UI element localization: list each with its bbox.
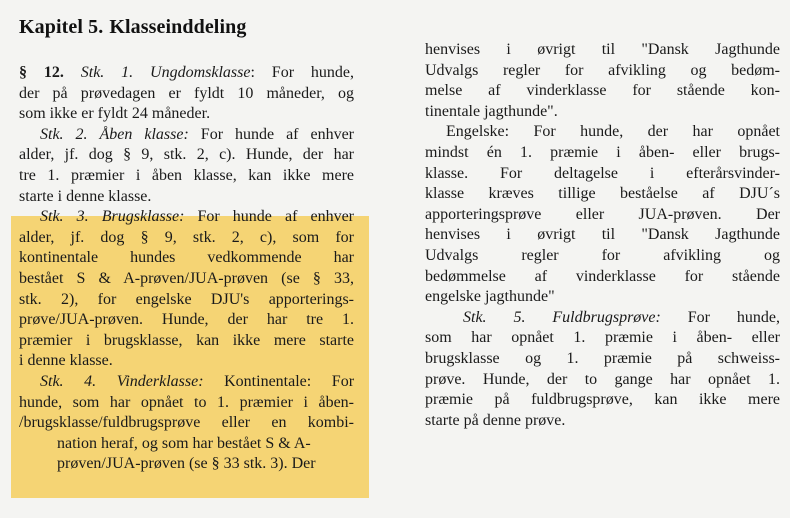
text-run: Stk. 4. (40, 372, 97, 390)
left-column-line (19, 351, 354, 372)
left-column-line (19, 454, 354, 475)
right-column-line (425, 102, 780, 123)
text-run: hunde, som har opnået to 1. præmier i åben- (19, 393, 354, 411)
text-run: starte i denne klasse. (19, 187, 152, 205)
text-run: Engelske: For hunde, der har opnået (446, 123, 780, 141)
text-run: Vinderklasse: (116, 372, 204, 390)
right-column-line (425, 122, 780, 143)
left-column-line (19, 372, 354, 393)
text-run (96, 373, 117, 390)
text-run: prøve/JUA-prøven. Hunde, der har tre 1. (19, 311, 354, 329)
right-column-line (425, 164, 780, 185)
text-run (64, 64, 81, 81)
text-run: Kontinentale: For (203, 372, 355, 390)
text-run: som ikke er fyldt 24 måneder. (19, 105, 211, 123)
text-run: kontinentale hundes vedkommende har (19, 249, 354, 267)
text-run: alder, jf. dog § 9, stk. 2, c), som for (19, 228, 354, 246)
text-run: præmie på fuldbrugsprøve, kan ikke mere (425, 391, 780, 409)
chapter-number: Kapitel 5. (19, 16, 104, 38)
text-run (133, 64, 150, 81)
right-column-line (425, 411, 780, 432)
text-run: : For hunde, (250, 64, 355, 81)
chapter-title: Klasseinddeling (109, 16, 247, 38)
right-column-line (425, 184, 780, 205)
left-column-line (19, 413, 354, 434)
left-column-line (19, 104, 354, 125)
text-run: klasse. For deltagelse i efterårsvinder- (425, 164, 780, 182)
left-text-column (19, 63, 354, 475)
text-run: nation heraf, og som har bestået S & A- (57, 434, 311, 452)
left-column-line (19, 434, 354, 455)
text-run: alder, jf. dog § 9, stk. 2, c). Hunde, der har (19, 146, 354, 164)
text-run (525, 309, 552, 326)
left-column-line (19, 63, 354, 84)
left-column-line (19, 207, 354, 228)
text-run: For hunde af enhver (188, 125, 355, 143)
right-column-line (425, 267, 780, 288)
text-run: mindst én 1. præmie i åben- eller brugs- (425, 143, 780, 161)
right-column-line (425, 370, 780, 391)
text-run: bestået S & A-prøven/JUA-prøven (se § 33, (19, 269, 354, 287)
text-run: tinentale jagthunde". (425, 102, 558, 120)
right-column-line (425, 246, 780, 267)
right-text-column (425, 40, 780, 431)
text-run: prøven/JUA-prøven (se § 33 stk. 3). Der (57, 455, 316, 473)
text-run: bedømmelse af vinderklasse for stående (425, 267, 780, 285)
left-column-line (19, 248, 354, 269)
right-column-line (425, 205, 780, 226)
left-column-line (19, 84, 354, 105)
right-column-line (425, 287, 780, 308)
right-column-line (425, 349, 780, 370)
text-run: præmier i brugsklasse, kan ikke mere starte (19, 331, 354, 349)
text-run: Stk. 1. (80, 64, 134, 81)
text-run: § 12. (19, 64, 64, 81)
text-run: der på prøvedagen er fyldt 10 måneder, og (19, 84, 354, 102)
text-run: i denne klasse. (19, 352, 113, 370)
text-run: Fuldbrugsprøve: (552, 308, 661, 326)
left-column-line (19, 393, 354, 414)
left-column-line (19, 125, 354, 146)
text-run: Stk. 3. (40, 208, 89, 226)
left-column-line (19, 310, 354, 331)
text-run: brugsklasse og 1. præmie på schweiss- (425, 349, 780, 367)
text-run: henvises i øvrigt til "Dansk Jagthunde (425, 41, 780, 58)
text-run: For hunde, (660, 308, 780, 326)
text-run: Udvalgs regler for afvikling og (425, 246, 780, 264)
text-run: apporteringsprøve eller JUA-prøven. Der (425, 205, 780, 223)
left-column-line (19, 228, 354, 249)
text-run: stk. 2), for engelske DJU's apporterings- (19, 290, 354, 308)
right-column-line (425, 143, 780, 164)
text-run: For hunde af enhver (184, 208, 355, 226)
text-run: starte på denne prøve. (425, 411, 566, 429)
text-run: Åben klasse: (99, 125, 189, 143)
text-run: prøve. Hunde, der to gange har opnået 1. (425, 370, 780, 388)
text-run: tre 1. præmier i åben klasse, kan ikke mere (19, 166, 354, 184)
text-run: henvises i øvrigt til "Dansk Jagthunde (425, 226, 780, 244)
text-run: engelske jagthunde" (425, 288, 555, 306)
text-run (88, 126, 100, 143)
left-column-line (19, 269, 354, 290)
right-column-line (425, 390, 780, 411)
left-column-line (19, 166, 354, 187)
text-run: Brugsklasse: (101, 208, 185, 226)
left-column-line (19, 331, 354, 352)
text-run: melse af vinderklasse for stående kon- (425, 82, 780, 100)
right-column-line (425, 225, 780, 246)
left-column-line (19, 187, 354, 208)
right-column-line (425, 40, 780, 61)
text-run: Ungdomsklasse (150, 64, 251, 81)
right-column-line (425, 81, 780, 102)
right-column-line (425, 328, 780, 349)
right-column-line (425, 61, 780, 82)
text-run: klasse kræves tillige beståelse af DJU´s (425, 185, 780, 203)
text-run: Stk. 2. (40, 125, 88, 143)
text-run: /brugsklasse/fuldbrugsprøve eller en kombi- (19, 414, 354, 432)
text-run: Stk. 5. (463, 308, 526, 326)
text-run: Udvalgs regler for afvikling og bedøm- (425, 61, 780, 79)
left-column-line (19, 145, 354, 166)
chapter-heading (19, 16, 246, 39)
text-run: som har opnået 1. præmie i åben- eller (425, 329, 780, 347)
text-run (89, 208, 102, 225)
left-column-line (19, 290, 354, 311)
right-column-line (425, 308, 780, 329)
